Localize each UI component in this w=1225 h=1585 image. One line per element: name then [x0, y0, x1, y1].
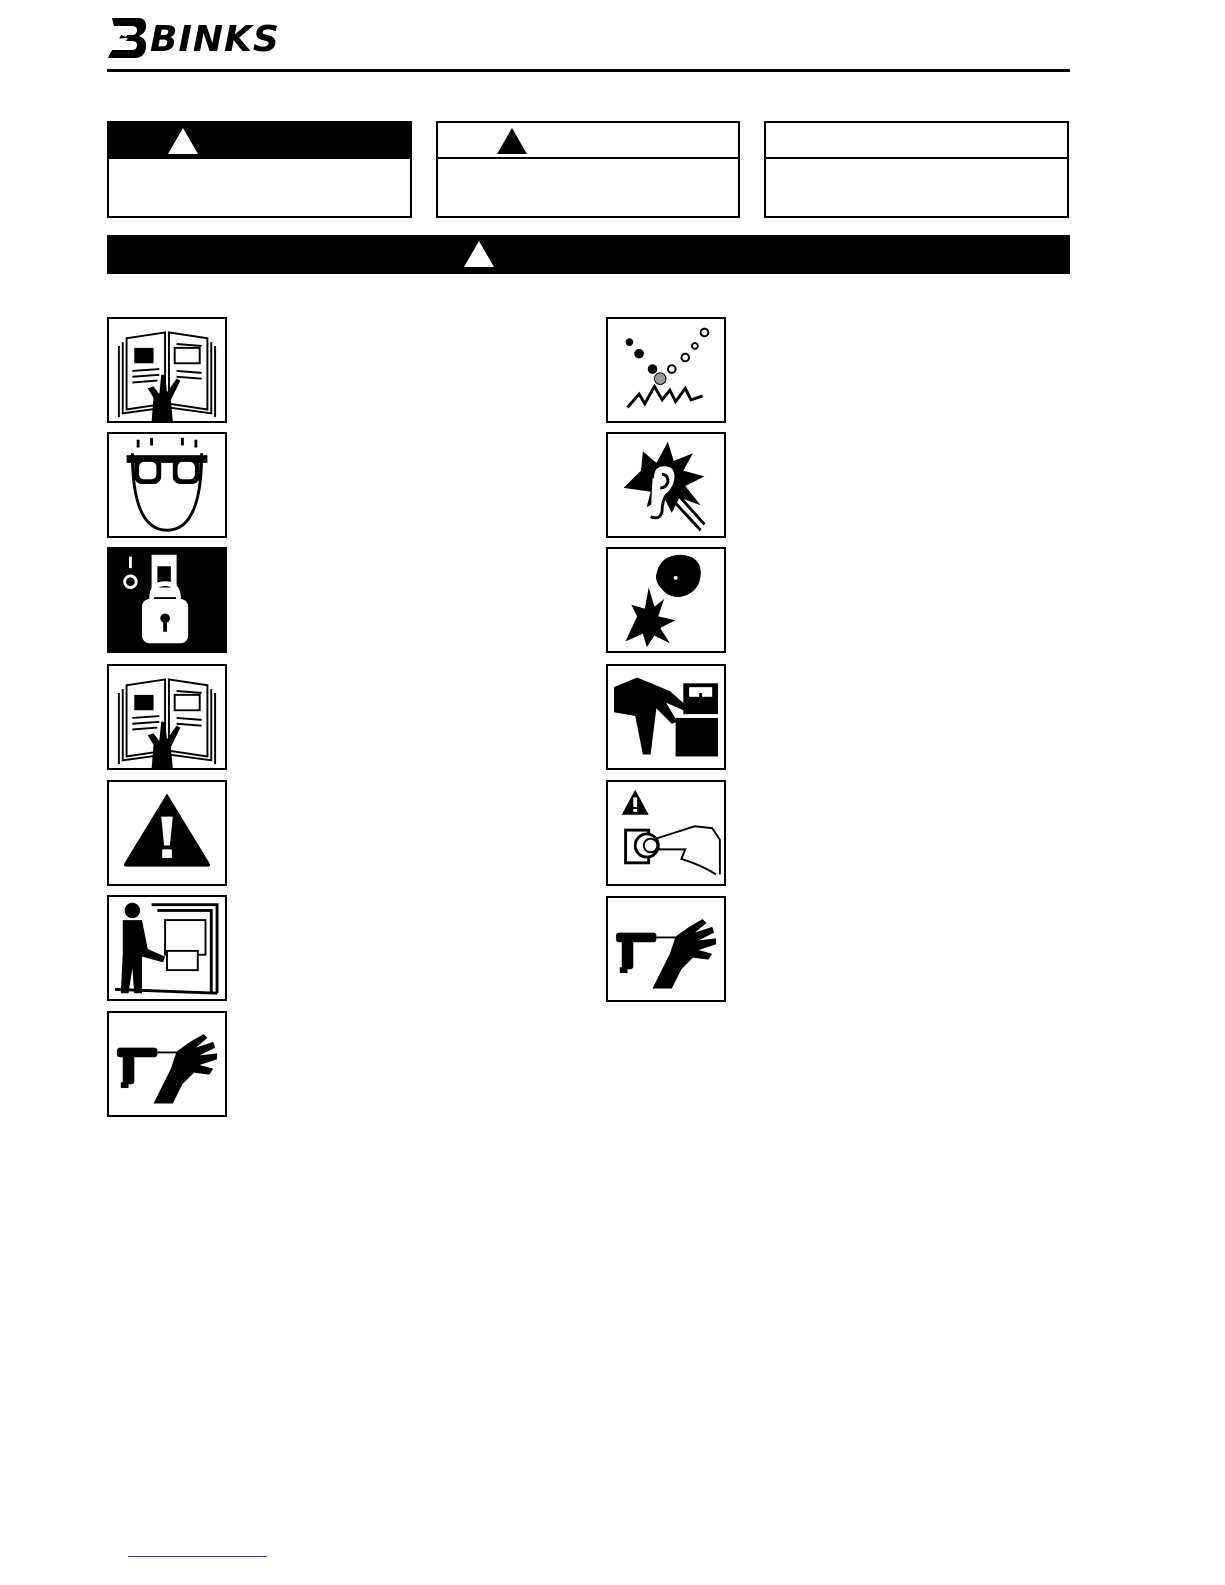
- warning-triangle-icon: [464, 241, 494, 267]
- warning-triangle-icon: [168, 128, 198, 154]
- note-notice-box: [764, 121, 1069, 218]
- binks-logo: [108, 16, 308, 62]
- warning-notice-header: [109, 123, 410, 159]
- operator-training-icon: [107, 895, 227, 1001]
- wear-safety-glasses-icon: [107, 432, 227, 538]
- caution-notice-header: [438, 123, 738, 159]
- lockout-tagout-icon: [107, 547, 227, 653]
- projectile-hazard-icon: [606, 547, 726, 653]
- emergency-stop-icon: [606, 780, 726, 886]
- binks-logo-mark: [108, 16, 150, 62]
- warning-banner: [107, 235, 1070, 274]
- fire-explosion-hazard-icon: [606, 317, 726, 423]
- read-manual-icon: [107, 664, 227, 770]
- read-manual-icon: [107, 317, 227, 423]
- general-warning-icon: [107, 780, 227, 886]
- note-notice-header: [766, 123, 1067, 159]
- warning-notice-box: [107, 121, 412, 218]
- injection-hazard-icon: [107, 1011, 227, 1117]
- noise-hazard-icon: [606, 432, 726, 538]
- footer-link-underline[interactable]: [128, 1556, 267, 1557]
- caution-notice-box: [436, 121, 740, 218]
- pinch-point-hazard-icon: [606, 664, 726, 770]
- header-rule: [107, 69, 1070, 72]
- brand-name: BINKS: [150, 19, 280, 60]
- injection-hazard-icon: [606, 896, 726, 1002]
- warning-triangle-icon: [497, 128, 527, 154]
